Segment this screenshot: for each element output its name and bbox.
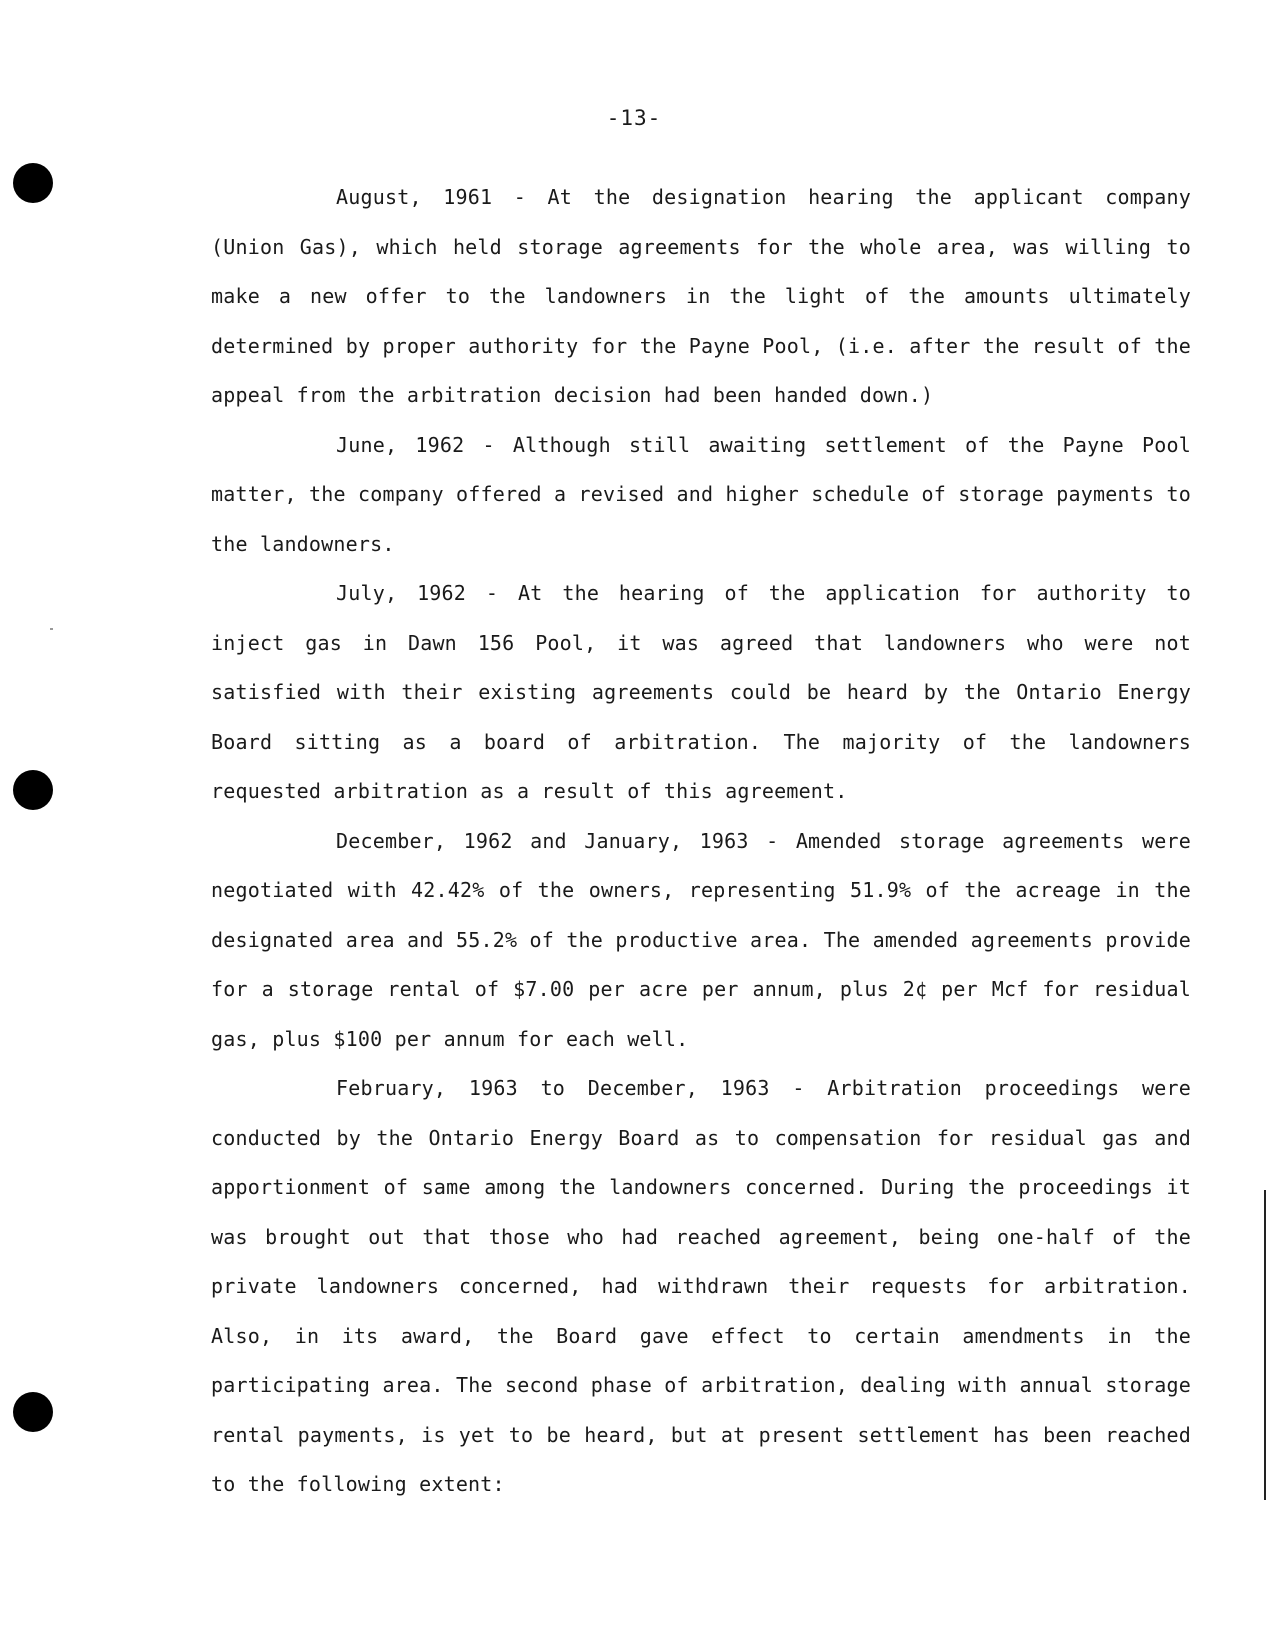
punch-hole-top <box>13 163 53 203</box>
paragraph-december-1962: December, 1962 and January, 1963 - Amended storage agreements were negotiated with 42.42% of the owners, representing 51.9% of the acreage in the designated area and 55.2% of the productive area. The amended agreements provide for a storage rental of $7.00 per acre per annum, plus 2¢ per Mcf for residual gas, plus $100 per annum for each well. <box>211 828 1191 1051</box>
punch-hole-bottom <box>13 1392 53 1432</box>
body-text <box>211 173 1191 1510</box>
page-number: -13- <box>606 106 662 130</box>
scan-speck <box>50 628 53 630</box>
paragraph-august-1961: August, 1961 - At the designation hearing the applicant company (Union Gas), which held storage agreements for the whole area, was willing to make a new offer to the landowners in the light of the amounts ultimately determined by proper authority for the Payne Pool, (i.e. after the result of the appeal from the arbitration decision had been handed down.) <box>211 185 1191 407</box>
paragraph-july-1962: July, 1962 - At the hearing of the application for authority to inject gas in Dawn 156 Pool, it was agreed that landowners who were not satisfied with their existing agreements could be heard by the Ontario Energy Board sitting as a board of arbitration. The majority of the landowners requested arbitration as a result of this agreement. <box>211 581 1191 803</box>
page-edge-line <box>1264 1190 1266 1500</box>
paragraph-february-1963: February, 1963 to December, 1963 - Arbitration proceedings were conducted by the Ontario Energy Board as to compensation for residual gas and apportionment of same among the landowners concerned. During the proceedings it was brought out that those who had reached agreement, being one-half of the private landowners concerned, had withdrawn their requests for arbitration. Also, in its award, the Board gave effect to certain amendments in the participating area. The second phase of arbitration, dealing with annual storage rental payments, is yet to be heard, but at present settlement has been reached to the following extent: <box>211 1076 1191 1496</box>
paragraph-june-1962: June, 1962 - Although still awaiting settlement of the Payne Pool matter, the company offered a revised and higher schedule of storage payments to the landowners. <box>211 432 1191 556</box>
punch-hole-middle <box>13 770 53 810</box>
